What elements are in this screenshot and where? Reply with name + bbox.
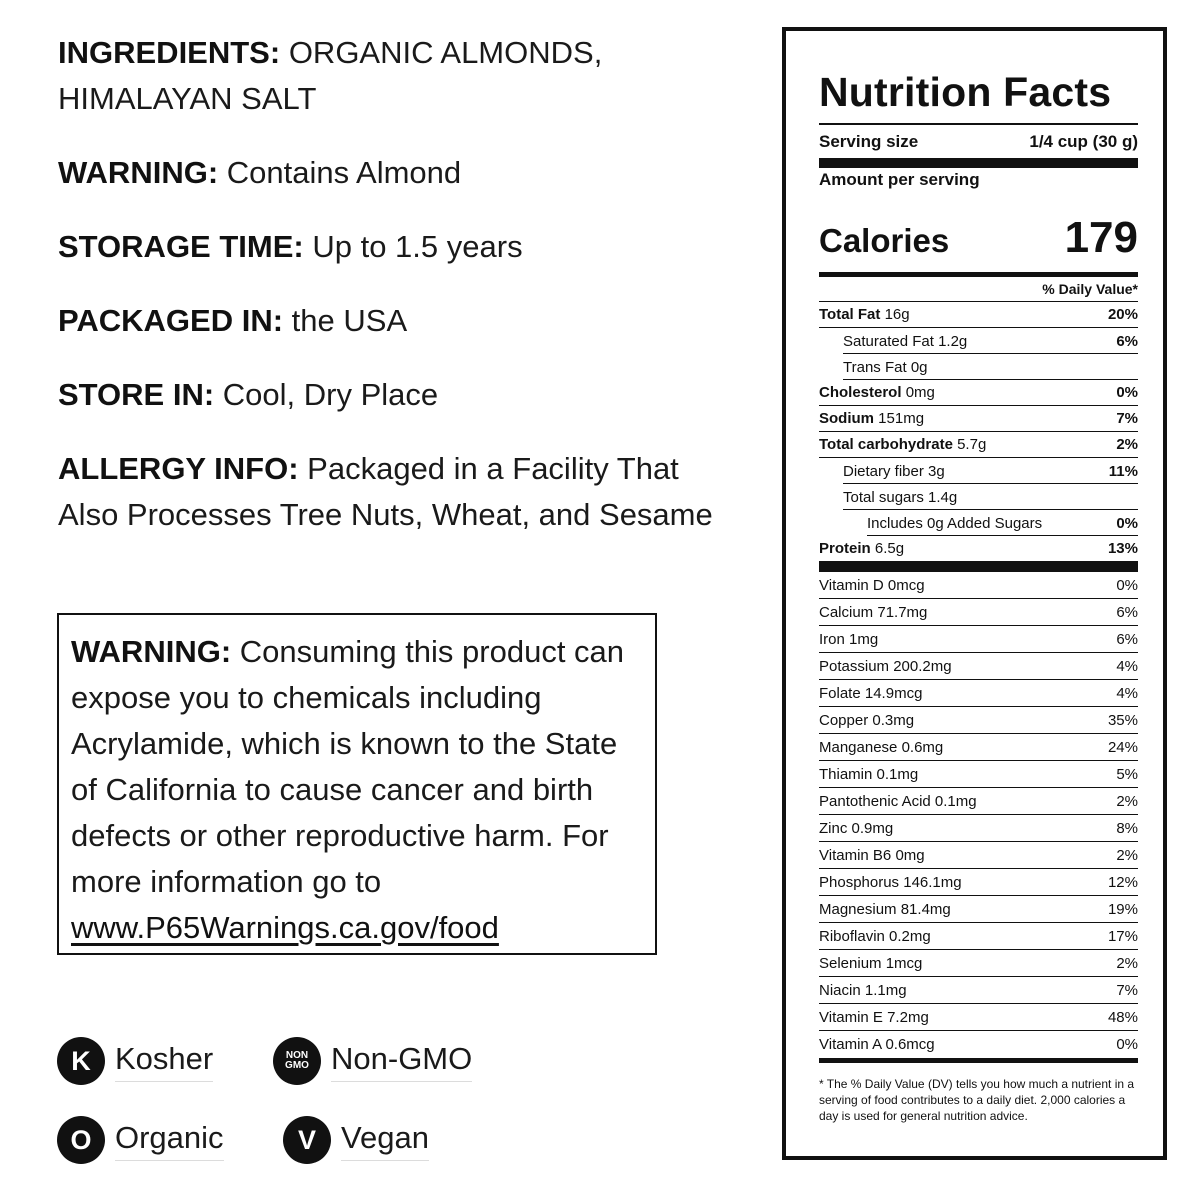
nutrient-name: Total Fat (819, 306, 881, 323)
vitamin-name: Vitamin D (819, 576, 884, 594)
vitamin-row (819, 923, 1138, 950)
calories-value: 179 (1064, 213, 1138, 262)
kosher-label: Kosher (115, 1041, 213, 1082)
vitamin-label (819, 901, 951, 918)
nutrient-row (819, 432, 1138, 458)
vitamin-daily-value: 6% (1116, 630, 1138, 648)
prop65-warning-box (57, 613, 657, 955)
vitamin-row (819, 734, 1138, 761)
storage-time-value: Up to 1.5 years (312, 229, 523, 264)
vitamin-label (819, 766, 918, 783)
nutrient-name: Cholesterol (819, 384, 902, 401)
storage-time-line (58, 224, 718, 270)
vitamin-row (819, 653, 1138, 680)
vitamin-row (819, 788, 1138, 815)
nutrient-daily-value: 0% (1116, 384, 1138, 401)
vitamin-name: Phosphorus (819, 873, 900, 891)
non-gmo-badge (273, 1037, 472, 1085)
serving-size-row (819, 125, 1138, 158)
non-gmo-icon-bottom-text: GMO (285, 1060, 309, 1071)
nutrient-name: Dietary fiber (843, 462, 924, 480)
nutrient-label (819, 333, 967, 350)
nutrient-label (819, 306, 910, 323)
vitamin-label (819, 604, 927, 621)
nutrient-amount: 5.7g (957, 436, 987, 453)
nutrient-name: Saturated Fat (843, 332, 934, 350)
vitamin-amount: 1mg (849, 630, 879, 648)
vitamin-daily-value: 8% (1116, 819, 1138, 837)
vitamin-daily-value: 35% (1107, 711, 1138, 729)
nutrient-row (819, 302, 1138, 328)
nutrient-daily-value: 13% (1107, 540, 1138, 557)
nutrient-table (819, 302, 1138, 562)
nutrient-daily-value: 6% (1116, 332, 1138, 350)
nutrient-amount: 6.5g (874, 540, 905, 557)
vitamin-row (819, 896, 1138, 923)
vitamin-daily-value: 48% (1107, 1008, 1138, 1026)
vitamin-daily-value: 12% (1107, 873, 1138, 891)
non-gmo-icon (273, 1037, 321, 1085)
serving-size-value: 1/4 cup (30 g) (1029, 131, 1138, 151)
vitamin-name: Folate (819, 684, 861, 702)
vitamin-daily-value: 2% (1116, 792, 1138, 810)
nutrient-label (819, 540, 904, 557)
vitamin-row (819, 950, 1138, 977)
vitamin-label (819, 874, 962, 891)
vitamin-amount: 146.1mg (903, 873, 962, 891)
vitamin-amount: 0.1mg (934, 792, 977, 810)
vitamin-daily-value: 2% (1116, 954, 1138, 972)
vitamin-label (819, 1036, 935, 1053)
vitamin-name: Thiamin (819, 765, 873, 783)
allergen-warning-label: WARNING: (58, 155, 219, 190)
vitamin-daily-value: 2% (1116, 846, 1138, 864)
vitamin-name: Riboflavin (819, 927, 885, 945)
store-in-value: Cool, Dry Place (222, 377, 439, 412)
vitamin-label (819, 685, 922, 702)
vitamin-amount: 71.7mg (877, 603, 928, 621)
vitamin-name: Zinc (819, 819, 848, 837)
vitamin-row (819, 707, 1138, 734)
vitamin-daily-value: 7% (1116, 981, 1138, 999)
vitamin-daily-value: 19% (1107, 900, 1138, 918)
allergen-warning-value: Contains Almond (226, 155, 462, 190)
vitamin-amount: 0.3mg (872, 711, 915, 729)
vitamin-amount: 200.2mg (893, 657, 952, 675)
allergy-info-value: Packaged in a Facility That Also Processes Tree Nuts, Wheat, and Sesame (58, 451, 713, 532)
vitamin-label (819, 631, 878, 648)
prop65-link[interactable]: www.P65Warnings.ca.gov/food (71, 910, 499, 945)
vitamin-row (819, 761, 1138, 788)
nutrient-name: Includes 0g Added Sugars (867, 514, 1043, 532)
vitamin-name: Selenium (819, 954, 882, 972)
vitamin-amount: 7.2mg (887, 1008, 929, 1026)
vitamin-amount: 0mg (895, 846, 925, 864)
vitamin-name: Vitamin A (819, 1036, 882, 1053)
vitamin-label (819, 739, 943, 756)
nutrient-amount: 0g (910, 358, 928, 376)
vitamin-daily-value: 5% (1116, 765, 1138, 783)
packaged-in-value: the USA (291, 303, 408, 338)
storage-time-label: STORAGE TIME: (58, 229, 304, 264)
nutrient-label (819, 384, 935, 401)
vitamin-daily-value: 6% (1116, 603, 1138, 621)
nutrient-row (819, 328, 1138, 354)
ingredients-line (58, 30, 718, 122)
non-gmo-icon-top-text: NON (285, 1050, 309, 1061)
nutrient-daily-value: 7% (1116, 410, 1138, 427)
ingredients-value: ORGANIC ALMONDS, HIMALAYAN SALT (58, 35, 603, 116)
nutrient-label (819, 489, 957, 506)
store-in-line (58, 372, 718, 418)
vitamin-label (819, 982, 907, 999)
vitamin-row (819, 1031, 1138, 1058)
nutrient-daily-value: 20% (1107, 306, 1138, 323)
vitamin-amount: 0.2mg (889, 927, 931, 945)
vitamin-amount: 0.1mg (876, 765, 919, 783)
vitamin-label (819, 712, 914, 729)
organic-label: Organic (115, 1120, 224, 1161)
vitamin-table (819, 572, 1138, 1058)
store-in-label: STORE IN: (58, 377, 215, 412)
nutrient-label (819, 359, 928, 376)
vitamin-row (819, 626, 1138, 653)
vitamin-amount: 0.6mg (901, 738, 944, 756)
nutrient-row (819, 458, 1138, 484)
vitamin-row (819, 1004, 1138, 1031)
non-gmo-label: Non-GMO (331, 1041, 472, 1082)
nutrient-row (819, 354, 1138, 380)
nutrient-amount: 3g (928, 462, 945, 480)
vitamin-daily-value: 0% (1116, 576, 1138, 594)
organic-icon: O (57, 1116, 105, 1164)
calories-row (819, 200, 1138, 272)
vitamin-name: Iron (819, 630, 845, 648)
organic-badge (57, 1116, 224, 1164)
nutrient-daily-value: 2% (1116, 436, 1138, 453)
nutrient-daily-value: 11% (1108, 462, 1138, 480)
nutrition-facts-panel (782, 27, 1167, 1160)
vitamin-amount: 1.1mg (864, 981, 907, 999)
nutrient-row (819, 406, 1138, 432)
nutrient-amount: 0mg (905, 384, 935, 401)
allergy-info-label: ALLERGY INFO: (58, 451, 299, 486)
nutrition-facts-title: Nutrition Facts (819, 69, 1112, 115)
calories-label: Calories (819, 222, 950, 259)
vitamin-daily-value: 4% (1116, 657, 1138, 675)
nutrient-amount: 16g (884, 306, 910, 323)
vitamin-name: Copper (819, 711, 869, 729)
vitamin-label (819, 658, 952, 675)
vitamin-label (819, 820, 893, 837)
packaged-in-label: PACKAGED IN: (58, 303, 284, 338)
kosher-icon: K (57, 1037, 105, 1085)
product-info (58, 30, 718, 538)
vitamin-name: Magnesium (819, 900, 897, 918)
nutrient-label (819, 515, 1042, 532)
vitamin-row (819, 842, 1138, 869)
vitamin-amount: 0.6mcg (885, 1036, 935, 1053)
nutrient-amount: 1.4g (928, 488, 958, 506)
daily-value-header: % Daily Value* (819, 277, 1138, 302)
prop65-warning-label: WARNING: (71, 634, 232, 669)
vitamin-label (819, 1009, 929, 1026)
vitamin-name: Pantothenic Acid (819, 792, 931, 810)
vitamin-amount: 0mcg (887, 576, 925, 594)
vegan-label: Vegan (341, 1120, 429, 1161)
amount-per-serving: Amount per serving (819, 170, 980, 189)
vitamin-amount: 1mcg (885, 954, 923, 972)
nutrient-label (819, 463, 945, 480)
vitamin-amount: 81.4mg (900, 900, 951, 918)
vitamin-name: Niacin (819, 981, 861, 999)
vitamin-label (819, 847, 925, 864)
nutrient-amount: 151mg (878, 410, 925, 427)
packaged-in-line (58, 298, 718, 344)
serving-size-label: Serving size (819, 131, 919, 151)
nutrient-name: Total carbohydrate (819, 436, 953, 453)
kosher-badge (57, 1037, 213, 1085)
vitamin-label (819, 928, 931, 945)
vitamin-row (819, 977, 1138, 1004)
nutrient-row (819, 536, 1138, 562)
vitamin-amount: 14.9mcg (864, 684, 923, 702)
vitamin-name: Vitamin B6 (819, 846, 892, 864)
nutrient-amount: 1.2g (938, 332, 968, 350)
nutrient-label (819, 436, 986, 453)
vitamin-row (819, 572, 1138, 599)
vitamin-label (819, 793, 977, 810)
nutrient-name: Trans Fat (843, 358, 907, 376)
vegan-icon: V (283, 1116, 331, 1164)
nutrient-name: Sodium (819, 410, 874, 427)
vitamin-daily-value: 0% (1116, 1036, 1138, 1053)
nutrient-name: Protein (819, 540, 871, 557)
vegan-badge (283, 1116, 429, 1164)
vitamin-row (819, 680, 1138, 707)
nutrient-row (819, 380, 1138, 406)
vitamin-label (819, 577, 925, 594)
nutrient-name: Total sugars (843, 488, 924, 506)
vitamin-daily-value: 17% (1107, 927, 1138, 945)
vitamin-row (819, 869, 1138, 896)
ingredients-label: INGREDIENTS: (58, 35, 281, 70)
nutrient-daily-value: 0% (1116, 514, 1138, 532)
prop65-warning-text: Consuming this product can expose you to chemicals including Acrylamide, which is known to the State of California to cause cancer and birth defects or other reproductive harm. For more information go to (71, 634, 625, 899)
vitamin-name: Potassium (819, 657, 890, 675)
vitamin-daily-value: 24% (1107, 738, 1138, 756)
allergy-info-line (58, 446, 718, 538)
vitamin-name: Manganese (819, 738, 898, 756)
vitamin-label (819, 955, 922, 972)
vitamin-name: Calcium (819, 603, 874, 621)
vitamin-row (819, 599, 1138, 626)
allergen-warning-line (58, 150, 718, 196)
vitamin-name: Vitamin E (819, 1008, 883, 1026)
nutrient-row (819, 510, 1138, 536)
nutrient-row (819, 484, 1138, 510)
daily-value-footnote: * The % Daily Value (DV) tells you how much a nutrient in a serving of food contributes to a daily diet. 2,000 calories a day is used for general nutrition advice. (819, 1077, 1135, 1123)
vitamin-amount: 0.9mg (851, 819, 894, 837)
vitamin-row (819, 815, 1138, 842)
nutrient-label (819, 410, 924, 427)
vitamin-daily-value: 4% (1116, 684, 1138, 702)
